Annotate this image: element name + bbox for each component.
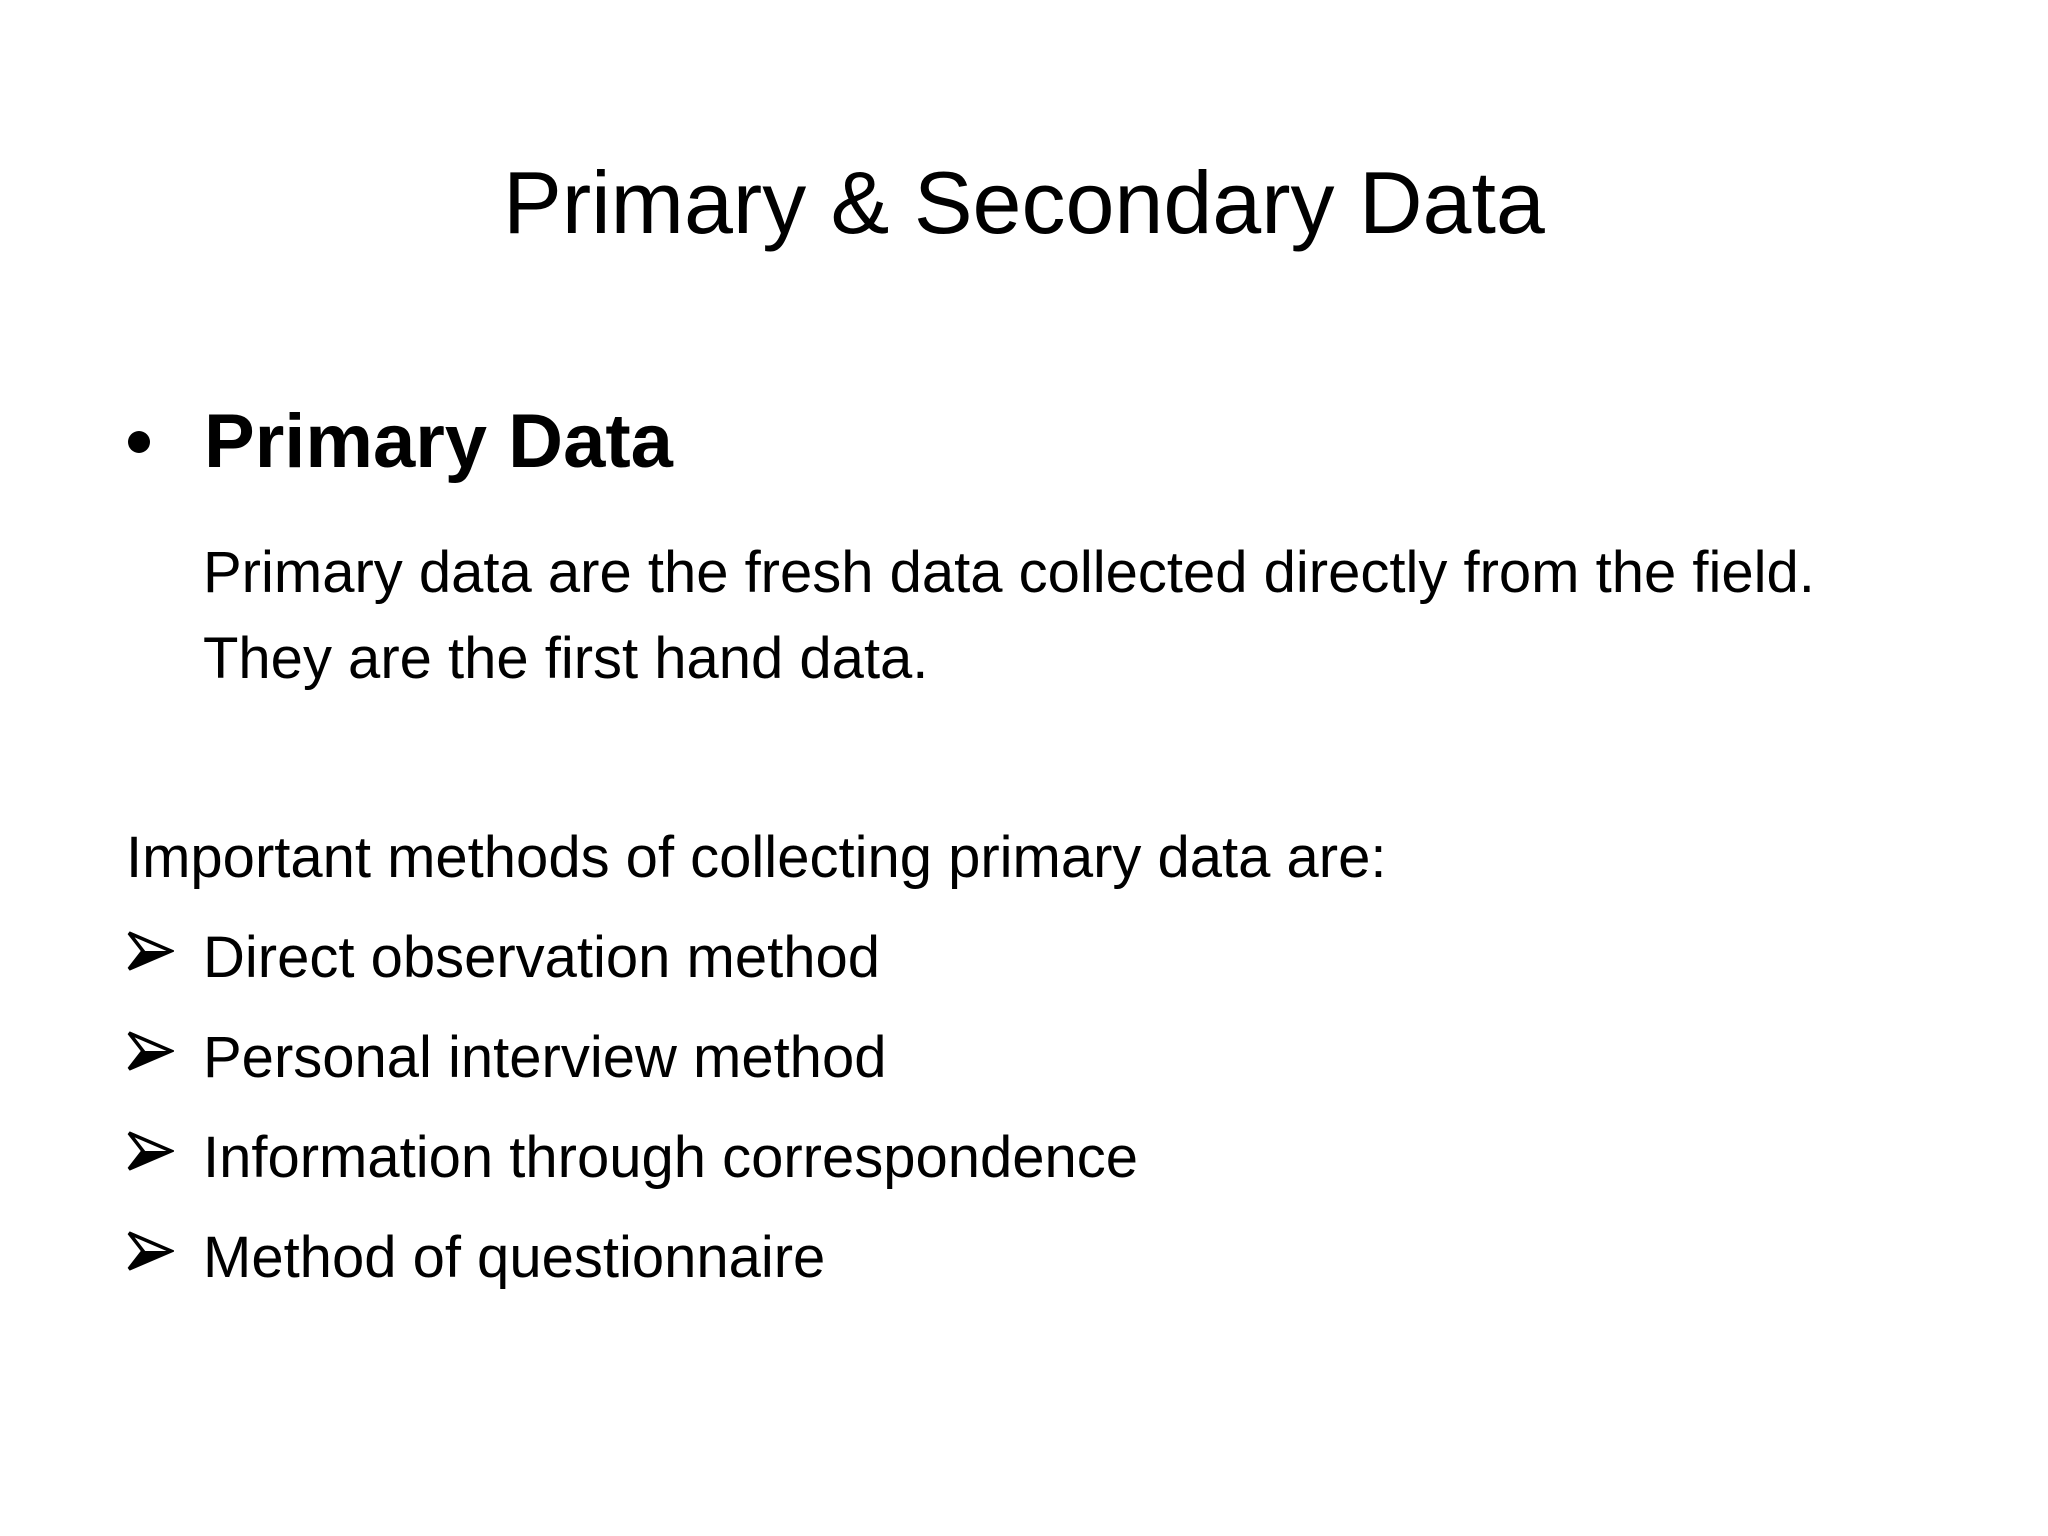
bullet-dot-icon	[128, 431, 150, 453]
arrowhead-bullet-icon	[126, 927, 174, 975]
slide-title: Primary & Secondary Data	[503, 153, 1545, 252]
method-label: Personal interview method	[203, 1025, 887, 1090]
method-label: Method of questionnaire	[203, 1225, 826, 1290]
primary-data-bullet	[128, 392, 673, 492]
method-item	[126, 1108, 1138, 1208]
methods-list	[126, 908, 1138, 1308]
arrowhead-bullet-icon	[126, 1227, 174, 1275]
arrowhead-bullet-icon	[126, 1127, 174, 1175]
method-item	[126, 908, 1138, 1008]
arrowhead-bullet-icon	[126, 1027, 174, 1075]
methods-intro: Important methods of collecting primary data are:	[126, 825, 1387, 890]
primary-data-description: Primary data are the fresh data collected directly from the field. They are the first hand data.	[203, 540, 1815, 691]
method-item	[126, 1208, 1138, 1308]
method-label: Information through correspondence	[203, 1125, 1139, 1190]
method-item	[126, 1008, 1138, 1108]
bullet-heading: Primary Data	[204, 399, 673, 484]
method-label: Direct observation method	[203, 925, 880, 990]
